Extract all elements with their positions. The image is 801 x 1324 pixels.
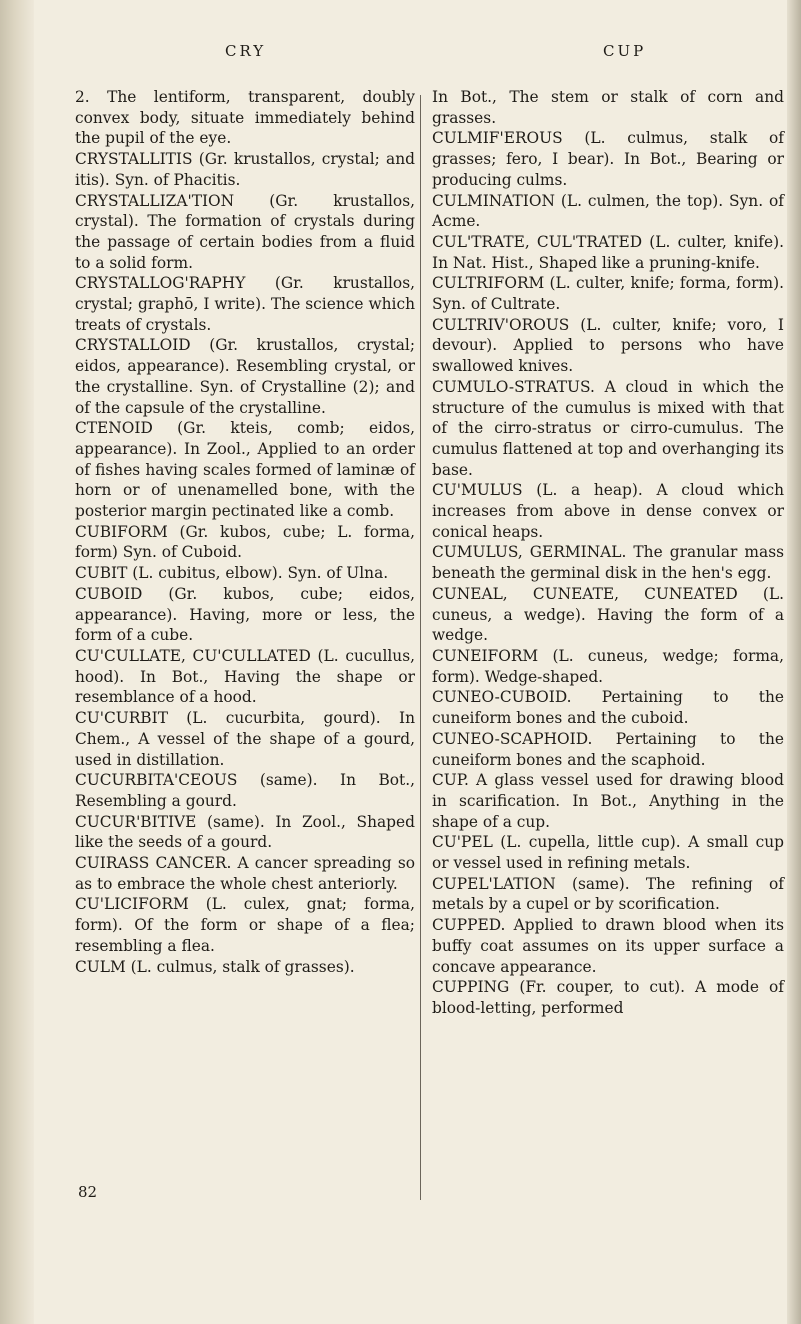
entry: CUNEO-CUBOID. Pertaining to the cuneiform bones and the cuboid. (432, 688, 784, 728)
entry: CUBOID (Gr. kubos, cube; eidos, appearance). Having, more or less, the form of a cube. (75, 584, 415, 645)
page-right-edge (787, 0, 801, 1324)
entry: CULM (L. culmus, stalk of grasses). (75, 957, 355, 976)
page-number: 82 (78, 1183, 98, 1201)
entry: CU'CULLATE, CU'CULLATED (L. cucullus, hood). In Bot., Having the shape or resemblance of a hood. (75, 646, 415, 707)
left-column (75, 87, 415, 977)
entry: CULTRIV'OROUS (L. culter, knife; voro, I devour). Applied to persons who have swallowed knives. (432, 315, 784, 376)
entry: CRYSTALLITIS (Gr. krustallos, crystal; and itis). Syn. of Phacitis. (75, 150, 415, 189)
entry: CUL'TRATE, CUL'TRATED (L. culter, knife). In Nat. Hist., Shaped like a pruning-knife. (432, 232, 784, 272)
entry: CUNEO-SCAPHOID. Pertaining to the cuneiform bones and the scaphoid. (432, 729, 784, 769)
running-header (0, 42, 801, 68)
entry: CUPEL'LATION (same). The refining of metals by a cupel or by scorification. (432, 874, 784, 914)
entry: CRYSTALLOG'RAPHY (Gr. krustallos, crystal; graphō, I write). The science which treats of crystals. (75, 274, 415, 334)
book-binding-edge (0, 0, 34, 1324)
entry: CRYSTALLOID (Gr. krustallos, crystal; eidos, appearance). Resembling crystal, or the crystalline. Syn. of Crystalline (2); and of the capsule of the crystalline. (75, 336, 415, 417)
entry: CUMULO-STRATUS. A cloud in which the structure of the cumulus is mixed with that of the cirro-stratus or cirro-cumulus. The cumulus flattened at top and overhanging its base. (432, 377, 784, 479)
column-divider (420, 95, 421, 1200)
entry: CUNEIFORM (L. cuneus, wedge; forma, form). Wedge-shaped. (432, 646, 784, 686)
entry: CU'MULUS (L. a heap). A cloud which increases from above in dense convex or conical heaps. (432, 481, 784, 541)
entry: CU'PEL (L. cupella, little cup). A small cup or vessel used in refining metals. (432, 833, 784, 873)
entry: CUP. A glass vessel used for drawing blood in scarification. In Bot., Anything in the shape of a cup. (432, 771, 784, 831)
entry: CU'LICIFORM (L. culex, gnat; forma, form). Of the form or shape of a flea; resembling a flea. (75, 895, 415, 955)
header-right: CUP (603, 42, 647, 60)
right-column (432, 87, 784, 1019)
entry: CULTRIFORM (L. culter, knife; forma, form). Syn. of Cultrate. (432, 274, 784, 314)
entry: CTENOID (Gr. kteis, comb; eidos, appearance). In Zool., Applied to an order of fishes having scales formed of laminæ of horn or of unenamelled bone, with the posterior margin pectinated like a comb. (75, 419, 415, 521)
entry: CUPPING (Fr. couper, to cut). A mode of blood-letting, performed (432, 978, 784, 1017)
entry: CUNEAL, CUNEATE, CUNEATED (L. cuneus, a wedge). Having the form of a wedge. (432, 584, 784, 645)
entry: CUPPED. Applied to drawn blood when its buffy coat assumes on its upper surface a concave appearance. (432, 916, 784, 976)
entry: In Bot., The stem or stalk of corn and grasses. (432, 88, 784, 127)
entry: CULMIF'EROUS (L. culmus, stalk of grasses; fero, I bear). In Bot., Bearing or producing culms. (432, 129, 784, 189)
entry: CUBIFORM (Gr. kubos, cube; L. forma, form) Syn. of Cuboid. (75, 522, 415, 562)
entry: CUBIT (L. cubitus, elbow). Syn. of Ulna. (75, 564, 389, 583)
entry: CRYSTALLIZA'TION (Gr. krustallos, crystal). The formation of crystals during the passage of certain bodies from a fluid to a solid form. (75, 191, 415, 272)
entry: CUIRASS CANCER. A cancer spreading so as to embrace the whole chest anteriorly. (75, 854, 415, 893)
entry: CULMINATION (L. culmen, the top). Syn. of Acme. (432, 191, 784, 231)
header-left: CRY (225, 42, 267, 60)
entry: 2. The lentiform, transparent, doubly convex body, situate immediately behind the pupil of the eye. (75, 88, 415, 148)
entry: CUCUR'BITIVE (same). In Zool., Shaped like the seeds of a gourd. (75, 812, 415, 852)
entry: CUMULUS, GERMINAL. The granular mass beneath the germinal disk in the hen's egg. (432, 543, 784, 583)
entry: CU'CURBIT (L. cucurbita, gourd). In Chem., A vessel of the shape of a gourd, used in distillation. (75, 709, 415, 769)
entry: CUCURBITA'CEOUS (same). In Bot., Resembling a gourd. (75, 771, 415, 810)
